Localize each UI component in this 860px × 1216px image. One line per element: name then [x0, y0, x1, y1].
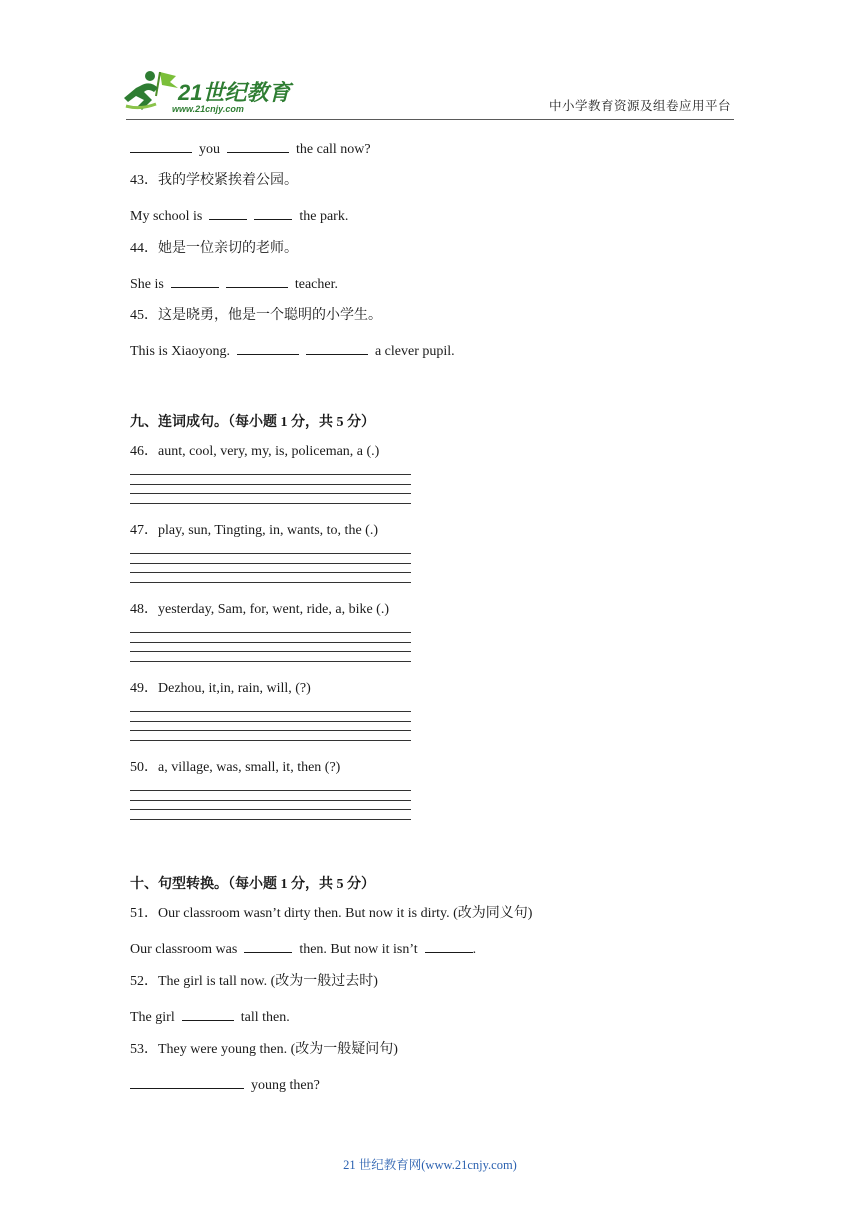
writing-lines[interactable] — [130, 711, 411, 749]
writing-lines[interactable] — [130, 474, 411, 512]
question-48: 48．yesterday, Sam, for, went, ride, a, bike (.) — [130, 602, 390, 617]
writing-lines[interactable] — [130, 553, 411, 591]
answer-blank[interactable] — [182, 1007, 234, 1021]
answer-line-42: you the call now? — [130, 139, 371, 159]
answer-blank[interactable] — [209, 206, 247, 220]
answer-blank[interactable] — [254, 206, 292, 220]
answer-blank[interactable] — [227, 139, 289, 153]
question-52: 52．The girl is tall now. (改为一般过去时) — [130, 974, 378, 989]
section-title-9: 九、连词成句。（每小题 1 分，共 5 分） — [130, 415, 375, 430]
answer-blank[interactable] — [306, 341, 368, 355]
answer-line-52: The girl tall then. — [130, 1007, 290, 1027]
answer-line-51: Our classroom was then. But now it isn’t . — [130, 939, 476, 959]
question-47: 47．play, sun, Tingting, in, wants, to, the (.) — [130, 523, 378, 538]
section-title-10: 十、句型转换。（每小题 1 分，共 5 分） — [130, 877, 375, 892]
question-46: 46．aunt, cool, very, my, is, policeman, a (.) — [130, 444, 380, 459]
question-53: 53．They were young then. (改为一般疑问句) — [130, 1042, 398, 1057]
page-header — [0, 0, 860, 124]
answer-line-45: This is Xiaoyong. a clever pupil. — [130, 341, 455, 361]
svg-text:21世纪教育: 21世纪教育 — [178, 80, 291, 105]
answer-blank[interactable] — [226, 274, 288, 288]
site-logo — [120, 66, 295, 116]
platform-title: 中小学教育资源及组卷应用平台 — [549, 99, 732, 113]
svg-text:www.21cnjy.com: www.21cnjy.com — [172, 104, 244, 114]
writing-lines[interactable] — [130, 790, 411, 828]
runner-logo-icon — [120, 66, 295, 116]
answer-blank[interactable] — [244, 939, 292, 953]
answer-line-44: She is teacher. — [130, 274, 338, 294]
question-50: 50．a, village, was, small, it, then (?) — [130, 760, 341, 775]
answer-blank[interactable] — [171, 274, 219, 288]
answer-blank[interactable] — [425, 939, 473, 953]
writing-lines[interactable] — [130, 632, 411, 670]
answer-blank[interactable] — [237, 341, 299, 355]
page-footer[interactable]: 21 世纪教育网(www.21cnjy.com) — [343, 1158, 517, 1172]
answer-blank[interactable] — [130, 1075, 244, 1089]
question-49: 49．Dezhou, it,in, rain, will, (?) — [130, 681, 311, 696]
question-44: 44．她是一位亲切的老师。 — [130, 241, 298, 256]
answer-blank[interactable] — [130, 139, 192, 153]
header-divider — [126, 119, 734, 120]
question-43: 43．我的学校紧挨着公园。 — [130, 173, 298, 188]
question-51: 51．Our classroom wasn’t dirty then. But now it is dirty. (改为同义句) — [130, 906, 533, 921]
question-45: 45．这是晓勇，他是一个聪明的小学生。 — [130, 308, 382, 323]
answer-line-43: My school is the park. — [130, 206, 348, 226]
answer-line-53: young then? — [130, 1075, 320, 1095]
